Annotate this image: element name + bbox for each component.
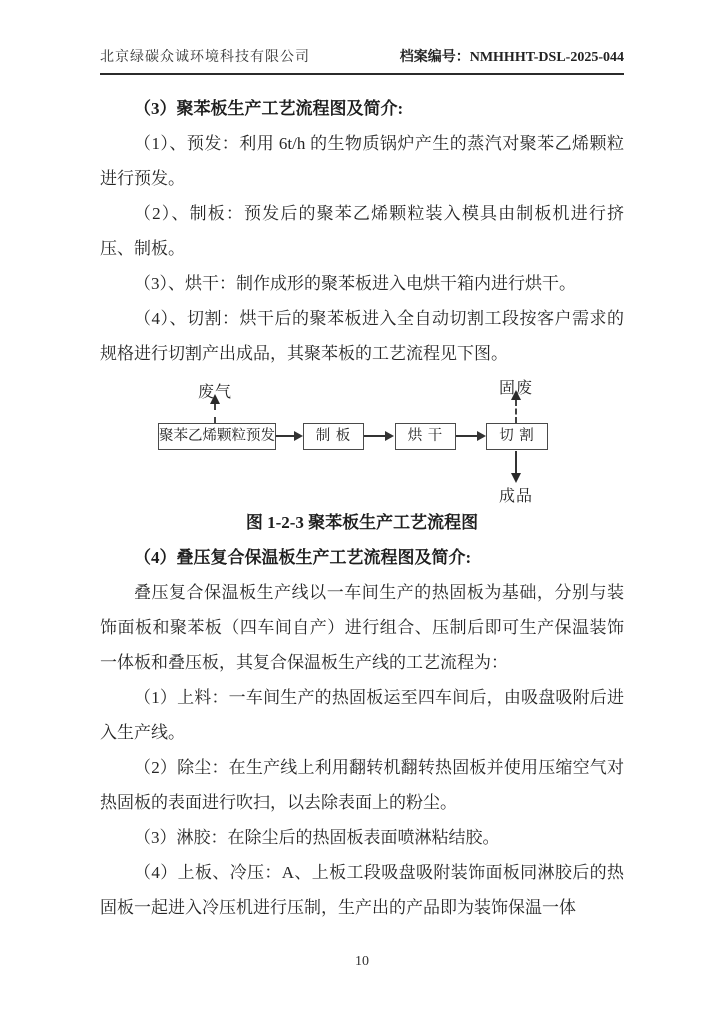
page-content xyxy=(100,0,624,925)
paragraph-dry: （3）、烘干：制作成形的聚苯板进入电烘干箱内进行烘干。 xyxy=(134,274,576,293)
process-flow-diagram xyxy=(100,373,624,504)
archive-number: 档案编号：NMHHHT-DSL-2025-044 xyxy=(399,50,624,65)
paragraph-cut: （4）、切割：烘干后的聚苯板进入全自动切割工段按客户需求的规格进行切割产出成品，其聚苯板的工艺流程见下图。 xyxy=(100,309,624,363)
paragraph-intro: 叠压复合保温板生产线以一车间生产的热固板为基础，分别与装饰面板和聚苯板（四车间自产）进行组合、压制后即可生产保温装饰一体板和叠压板，其复合保温板生产线的工艺流程为： xyxy=(100,583,624,672)
flow-node-dry: 烘 干 xyxy=(395,423,456,450)
arrow-right-icon xyxy=(294,431,303,441)
flow-connector xyxy=(456,435,477,437)
paragraph-prefoam: （1）、预发：利用 6t/h 的生物质锅炉产生的蒸汽对聚苯乙烯颗粒进行预发。 xyxy=(100,134,624,188)
dashed-arrow-up-icon xyxy=(511,390,521,400)
figure-caption: 图 1-2-3 聚苯板生产工艺流程图 xyxy=(245,513,479,532)
page-number: 10 xyxy=(355,954,369,969)
flow-node-board: 制 板 xyxy=(303,423,364,450)
flow-node-prefoam: 聚苯乙烯颗粒预发 xyxy=(158,423,276,450)
flow-connector xyxy=(364,435,386,437)
paragraph-glue: （3）淋胶：在除尘后的热固板表面喷淋粘结胶。 xyxy=(134,828,500,847)
waste-gas-label: 废气 xyxy=(198,384,233,401)
solid-waste-label: 固废 xyxy=(499,380,534,397)
paragraph-load: （1）上料：一车间生产的热固板运至四车间后，由吸盘吸附后进入生产线。 xyxy=(100,688,624,742)
paragraph-board: （2）、制板：预发后的聚苯乙烯颗粒装入模具由制板机进行挤压、制板。 xyxy=(100,204,624,258)
section-heading-4: （4）叠压复合保温板生产工艺流程图及简介: xyxy=(134,548,472,567)
flow-connector xyxy=(515,451,517,473)
arrow-right-icon xyxy=(385,431,394,441)
flow-connector xyxy=(276,435,295,437)
paragraph-press: （4）上板、冷压：A、上板工段吸盘吸附装饰面板同淋胶后的热固板一起进入冷压机进行压制，生产出的产品即为装饰保温一体 xyxy=(100,863,624,917)
arrow-right-icon xyxy=(477,431,486,441)
section-heading-3: （3）聚苯板生产工艺流程图及简介: xyxy=(134,99,404,118)
paragraph-dust: （2）除尘：在生产线上利用翻转机翻转热固板并使用压缩空气对热固板的表面进行吹扫，以去除表面上的粉尘。 xyxy=(100,758,624,812)
product-label: 成品 xyxy=(499,488,534,505)
page-header xyxy=(100,0,624,75)
company-name: 北京绿碳众诚环境科技有限公司 xyxy=(100,50,310,65)
flow-node-cut: 切 割 xyxy=(486,423,548,450)
document-body xyxy=(100,75,624,925)
dashed-arrow-up-icon xyxy=(210,394,220,404)
